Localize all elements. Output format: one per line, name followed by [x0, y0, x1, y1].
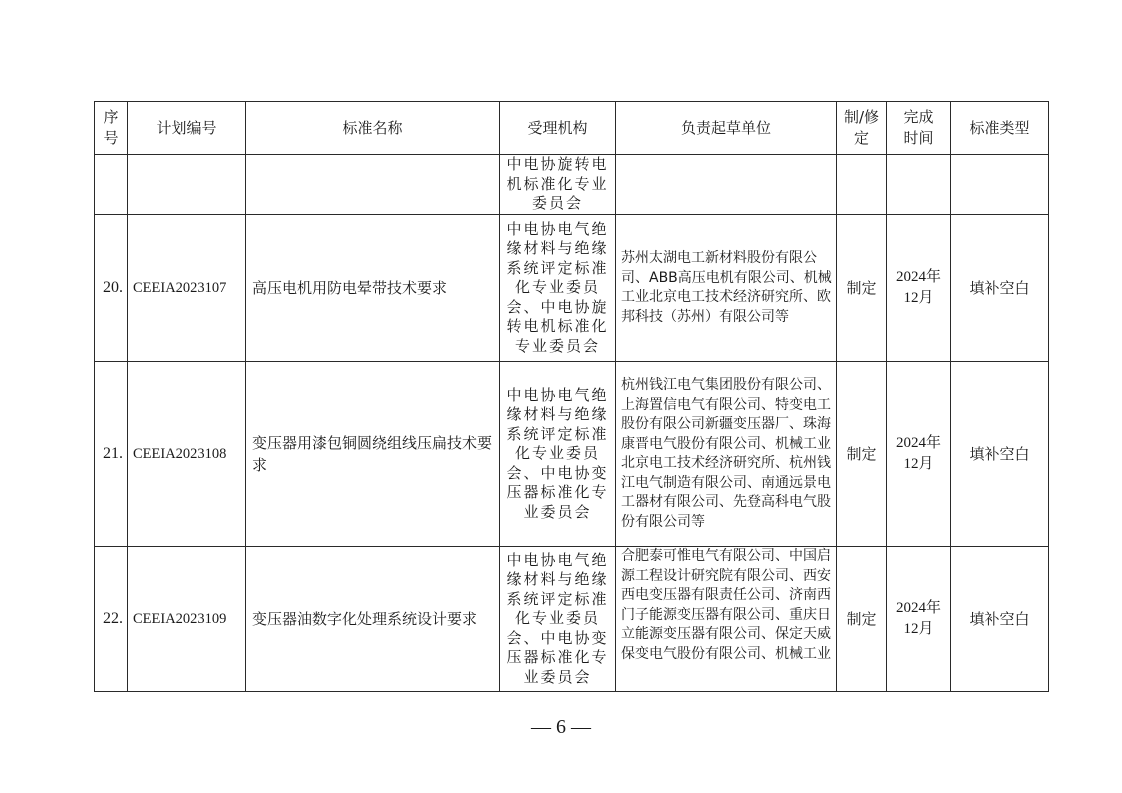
plan-no-cell: CEEIA2023107	[128, 215, 246, 362]
std-name-cell: 变压器用漆包铜圆绕组线压扁技术要求	[246, 362, 500, 547]
header-std-name: 标准名称	[246, 102, 500, 155]
drafter-cell: 合肥泰可惟电气有限公司、中国启源工程设计研究院有限公司、西安西电变压器有限责任公司、济南西门子能源变压器有限公司、重庆日立能源变压器有限公司、保定天威保变电气股份有限公司、机械工业	[616, 547, 837, 692]
table-row	[95, 215, 1049, 362]
seq-cell	[95, 155, 128, 215]
header-seq: 序号	[95, 102, 128, 155]
drafter-cell	[616, 155, 837, 215]
table-row	[95, 155, 1049, 215]
agency-cell: 中电协旋转电机标准化专业委员会	[500, 155, 616, 215]
complete-cell	[887, 155, 951, 215]
plan-no-cell: CEEIA2023108	[128, 362, 246, 547]
complete-cell: 2024年12月	[887, 547, 951, 692]
revise-cell	[837, 155, 887, 215]
agency-cell: 中电协电气绝缘材料与绝缘系统评定标准化专业委员会、中电协变压器标准化专业委员会	[500, 362, 616, 547]
header-std-type: 标准类型	[951, 102, 1049, 155]
std-name-cell: 变压器油数字化处理系统设计要求	[246, 547, 500, 692]
header-revise: 制/修定	[837, 102, 887, 155]
header-complete: 完成时间	[887, 102, 951, 155]
complete-cell: 2024年12月	[887, 215, 951, 362]
std-type-cell: 填补空白	[951, 362, 1049, 547]
seq-cell: 21.	[95, 362, 128, 547]
agency-cell: 中电协电气绝缘材料与绝缘系统评定标准化专业委员会、中电协旋转电机标准化专业委员会	[500, 215, 616, 362]
page-number: — 6 —	[531, 716, 591, 738]
revise-cell: 制定	[837, 215, 887, 362]
std-name-cell	[246, 155, 500, 215]
std-name-cell: 高压电机用防电晕带技术要求	[246, 215, 500, 362]
plan-no-cell	[128, 155, 246, 215]
complete-cell: 2024年12月	[887, 362, 951, 547]
standards-table	[94, 101, 1049, 692]
std-type-cell	[951, 155, 1049, 215]
header-plan-no: 计划编号	[128, 102, 246, 155]
seq-cell: 20.	[95, 215, 128, 362]
agency-cell: 中电协电气绝缘材料与绝缘系统评定标准化专业委员会、中电协变压器标准化专业委员会	[500, 547, 616, 692]
std-type-cell: 填补空白	[951, 547, 1049, 692]
header-agency: 受理机构	[500, 102, 616, 155]
drafter-cell: 苏州太湖电工新材料股份有限公司、ABB高压电机有限公司、机械工业北京电工技术经济研究所、欧邦科技（苏州）有限公司等	[616, 215, 837, 362]
drafter-cell: 杭州钱江电气集团股份有限公司、上海置信电气有限公司、特变电工股份有限公司新疆变压器厂、珠海康晋电气股份有限公司、机械工业北京电工技术经济研究所、杭州钱江电气制造有限公司、南通远景电工器材有限公司、先登高科电气股份有限公司等	[616, 362, 837, 547]
table-row	[95, 547, 1049, 692]
header-drafter: 负责起草单位	[616, 102, 837, 155]
revise-cell: 制定	[837, 547, 887, 692]
std-type-cell: 填补空白	[951, 215, 1049, 362]
table-row	[95, 362, 1049, 547]
seq-cell: 22.	[95, 547, 128, 692]
plan-no-cell: CEEIA2023109	[128, 547, 246, 692]
revise-cell: 制定	[837, 362, 887, 547]
header-row	[95, 102, 1049, 155]
